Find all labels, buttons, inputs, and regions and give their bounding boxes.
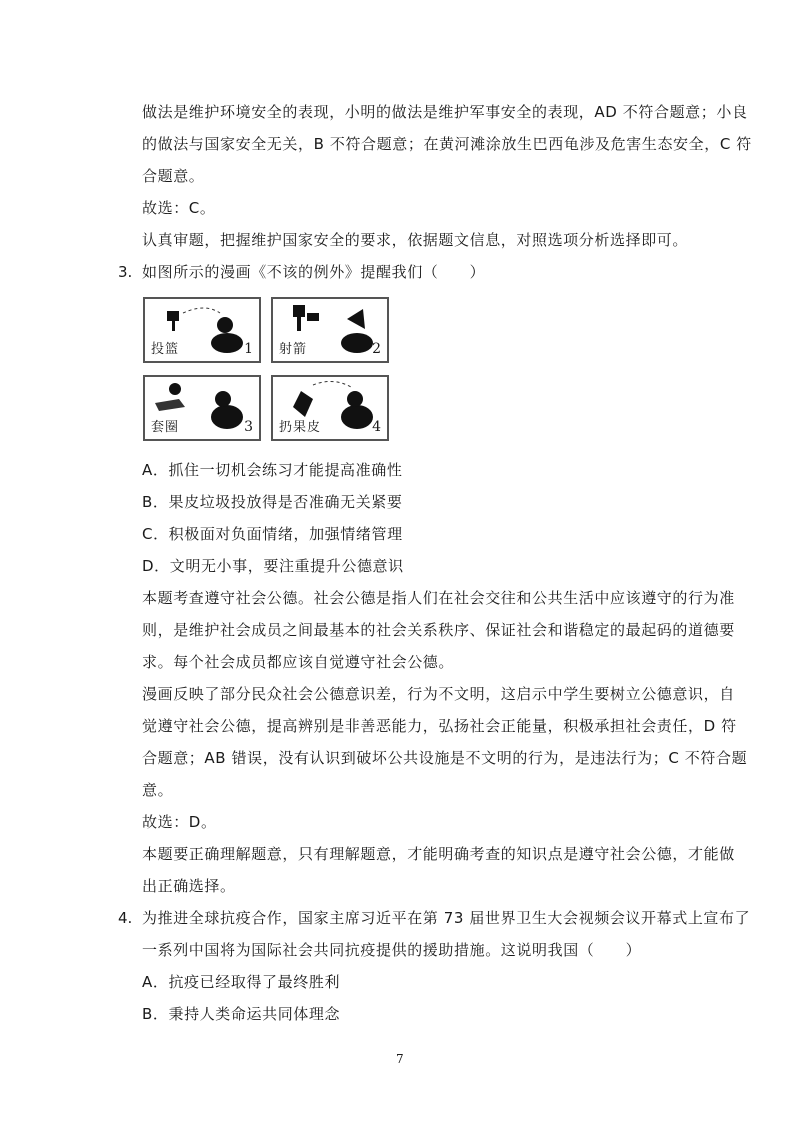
option-a: A．抓住一切机会练习才能提高准确性 bbox=[142, 461, 403, 479]
text-line: 认真审题，把握维护国家安全的要求，依据题文信息，对照选项分析选择即可。 bbox=[142, 231, 689, 249]
cartoon-panel-3 bbox=[143, 375, 261, 441]
panel-number: 2 bbox=[372, 341, 381, 357]
text-line: 故选：D。 bbox=[142, 813, 217, 831]
text-line: 求。每个社会成员都应该自觉遵守社会公德。 bbox=[142, 653, 455, 671]
text-line: 觉遵守社会公德，提高辨别是非善恶能力，弘扬社会正能量，积极承担社会责任，D 符 bbox=[142, 717, 737, 735]
text-line: 出正确选择。 bbox=[142, 877, 236, 895]
text-line: 本题要正确理解题意，只有理解题意，才能明确考查的知识点是遵守社会公德，才能做 bbox=[142, 845, 735, 863]
cartoon-panel-4 bbox=[271, 375, 389, 441]
page-number: 7 bbox=[396, 1052, 404, 1066]
text-line: 的做法与国家安全无关，B 不符合题意；在黄河滩涂放生巴西龟涉及危害生态安全，C 符 bbox=[142, 135, 752, 153]
option-b: B．秉持人类命运共同体理念 bbox=[142, 1005, 341, 1023]
panel-caption: 套圈 bbox=[151, 420, 180, 435]
panel-caption: 扔果皮 bbox=[279, 420, 322, 435]
question-number: 3. bbox=[118, 263, 133, 281]
option-a: A．抗疫已经取得了最终胜利 bbox=[142, 973, 341, 991]
text-line: 则，是维护社会成员之间最基本的社会关系秩序、保证社会和谐稳定的最起码的道德要 bbox=[142, 621, 735, 639]
text-line: 故选：C。 bbox=[142, 199, 216, 217]
panel-number: 4 bbox=[372, 419, 381, 435]
question-stem: 一系列中国将为国际社会共同抗疫提供的援助措施。这说明我国（ ） bbox=[142, 941, 642, 959]
option-d: D．文明无小事，要注重提升公德意识 bbox=[142, 557, 404, 575]
panel-number: 3 bbox=[244, 419, 253, 435]
text-line: 合题意。 bbox=[142, 167, 205, 185]
cartoon-panel-1 bbox=[143, 297, 261, 363]
option-c: C．积极面对负面情绪，加强情绪管理 bbox=[142, 525, 403, 543]
text-line: 合题意；AB 错误，没有认识到破坏公共设施是不文明的行为，是违法行为；C 不符合题 bbox=[142, 749, 748, 767]
text-line: 漫画反映了部分民众社会公德意识差，行为不文明，这启示中学生要树立公德意识，自 bbox=[142, 685, 735, 703]
question-number: 4. bbox=[118, 909, 133, 927]
text-line: 意。 bbox=[142, 781, 174, 799]
question-stem: 如图所示的漫画《不该的例外》提醒我们（ ） bbox=[142, 263, 486, 281]
text-line: 本题考查遵守社会公德。社会公德是指人们在社会交往和公共生活中应该遵守的行为准 bbox=[142, 589, 735, 607]
text-line: 做法是维护环境安全的表现，小明的做法是维护军事安全的表现，AD 不符合题意；小良 bbox=[142, 103, 748, 121]
panel-caption: 射箭 bbox=[279, 342, 308, 357]
cartoon-panel-2 bbox=[271, 297, 389, 363]
question-stem: 为推进全球抗疫合作，国家主席习近平在第 73 届世界卫生大会视频会议开幕式上宣布了 bbox=[142, 909, 751, 927]
panel-caption: 投篮 bbox=[151, 342, 180, 357]
panel-number: 1 bbox=[244, 341, 253, 357]
option-b: B．果皮垃圾投放得是否准确无关紧要 bbox=[142, 493, 403, 511]
